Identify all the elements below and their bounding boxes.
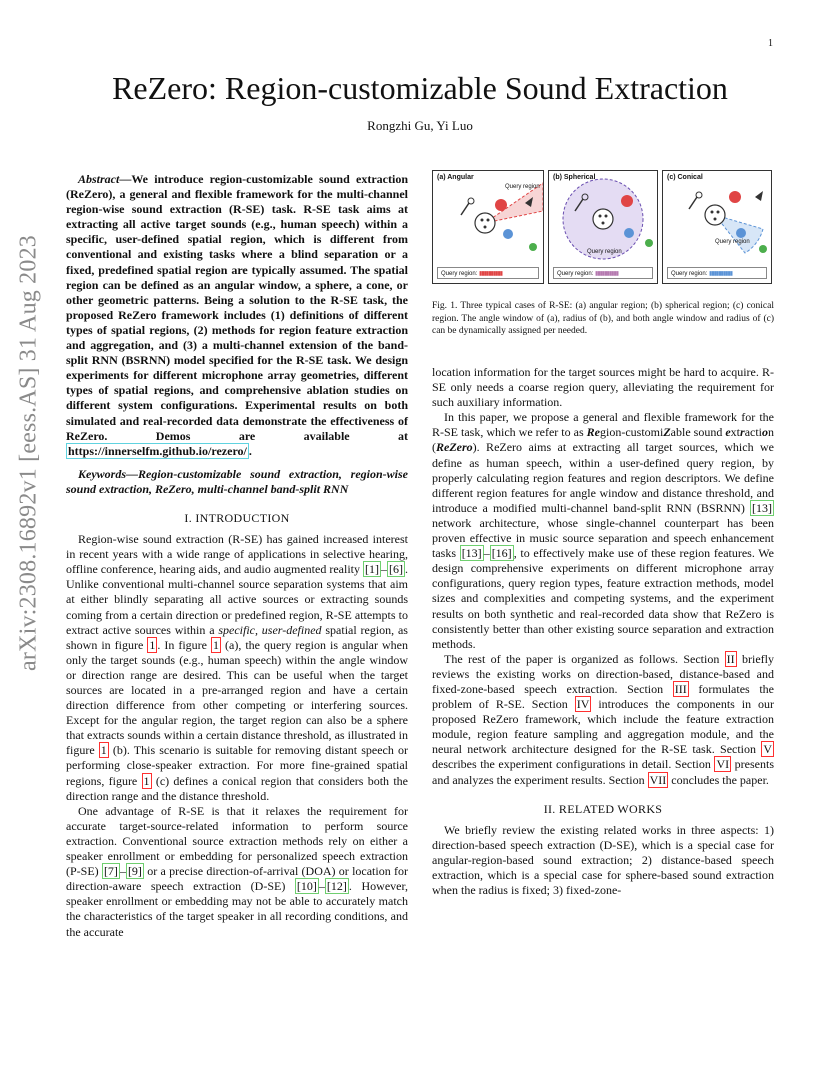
- region-label-b: Query region: [587, 249, 622, 255]
- figure-caption: Fig. 1. Three typical cases of R-SE: (a) angular region; (b) spherical region; (c) conical region. The angle window of (a), radius of (b), and both angle window and radius of (c) can be dynamically assigned per needed.: [432, 301, 774, 336]
- panel-label-c: (c) Conical: [667, 174, 703, 181]
- figure-link[interactable]: 1: [213, 637, 220, 652]
- citation-link[interactable]: [6]: [389, 562, 403, 577]
- keywords: Keywords—Region-customizable sound extraction, region-wise sound extraction, ReZero, multi-channel band-split RNN: [66, 466, 408, 496]
- section-link[interactable]: VI: [716, 757, 730, 772]
- section-heading-introduction: I. INTRODUCTION: [184, 510, 290, 525]
- left-column: [66, 172, 408, 940]
- section-link[interactable]: VII: [649, 772, 667, 787]
- abstract-text: —We introduce region-customizable sound extraction (ReZero), a general and flexible framework for the multi-channel region-wise sound extraction (R-SE) task. R-SE task aims at extracting all active target sounds (e.g., human speech) within a specific, user-defined spatial region, which is different from conventional and existing tasks where a blind separation or a fixed, predefined spatial region are typically assumed. The spatial region can be defined as an angular window, a sphere, a cone, or other geometric patterns. Being a solution to the R-SE task, the proposed ReZero framework includes (1) definitions of different types of spatial regions, (2) methods for region feature extraction and aggregation, and (3) a multi-channel extension of the band-split RNN (BSRNN) model specified for the R-SE task. We design experiments for different microphone array geometries, different types of spatial regions, and comprehensive ablation studies on different system configurations. Experimental results on both simulated and real-recorded data demonstrate the effectiveness of ReZero. Demos are available at: [66, 172, 408, 443]
- abstract: [66, 172, 408, 459]
- panel-label-b: (b) Spherical: [553, 174, 596, 181]
- abstract-label: Abstract: [78, 172, 120, 186]
- region-label-c: Query region: [715, 239, 750, 245]
- arxiv-id-text: arXiv:2308.16892v1 [eess.AS] 31 Aug 2023: [15, 235, 42, 671]
- panel-label-a: (a) Angular: [437, 174, 474, 181]
- intro-paragraph-5: The rest of the paper is organized as follows. Section II briefly reviews the existing works on direction-based, distance-based and fixed-zone-based speech extraction. Section III formulates the problem of R-SE. Section IV introduces the components in our proposed ReZero framework, which include the feature extraction module, region feature sampling and aggregation module, and the neural network architecture designed for the R-SE task. Section V describes the experiment configurations in detail. Section VI presents and analyzes the experiment results. Section VII concludes the paper.: [432, 651, 775, 787]
- waveform-icon: ▮▮▮▮▮▮▮▮▮▮: [595, 271, 619, 277]
- citation-link[interactable]: [13]: [461, 546, 482, 561]
- arxiv-identifier: [12, 235, 46, 671]
- figure-panel-spherical: [548, 170, 658, 284]
- section-link[interactable]: V: [763, 742, 772, 757]
- related-paragraph-1: We briefly review the existing related works in three aspects: 1) direction-based speech extraction (D-SE), which is a special case for angular-region-based sound extraction; 2) distance-based speech extraction, which is a special case for sphere-based sound extraction when the radius is fixed; 3) fixed-zone-: [432, 822, 774, 898]
- query-box-c: Query region: ▮▮▮▮▮▮▮▮▮▮: [667, 267, 767, 279]
- query-box-b: Query region: ▮▮▮▮▮▮▮▮▮▮: [553, 267, 653, 279]
- figure-1: [432, 170, 772, 285]
- query-box-a: Query region: ▮▮▮▮▮▮▮▮▮▮: [437, 267, 539, 279]
- region-label-a: Query region: [505, 184, 540, 190]
- page-number: 1: [768, 38, 773, 49]
- waveform-icon: ▮▮▮▮▮▮▮▮▮▮: [709, 271, 733, 277]
- section-link[interactable]: IV: [576, 697, 590, 712]
- intro-paragraph-3: location information for the target sources might be hard to acquire. R-SE only needs a coarse region query, alleviating the requirement for such auxiliary information.: [432, 365, 774, 410]
- intro-paragraph-1: Region-wise sound extraction (R-SE) has gained increased interest in recent years with a wide range of applications in selective hearing, offline conference, hearing aids, and audio augmented reality [1] – [6] . Unlike conventional multi-channel source separation systems that aim at either blindly separating all active sources or extracting sounds coming from a certain direction or predefined region, R-SE attempts to extract active sources within a specific, user-defined spatial region, as shown in figure 1 . In figure 1 (a), the query region is angular when only the target sounds (e.g., human speech) within the angle window or direction range are desired. This can be useful when the target sources are located in a pre-arranged region and have a certain direction difference from other competing or interfering sources. Except for the angular region, the target region can also be a sphere that extracts sounds within a certain distance threshold, as illustrated in figure 1 (b). This scenario is suitable for removing distant speech or performing close-speaker extraction. For more fine-grained spatial regions, figure 1 (c) defines a conical region that considers both the direction range and the distance threshold.: [66, 532, 409, 803]
- demo-link[interactable]: https://innerselfm.github.io/rezero/: [68, 443, 247, 458]
- figure-panel-angular: [432, 170, 544, 284]
- citation-link[interactable]: [7]: [103, 864, 118, 879]
- paper-authors: Rongzhi Gu, Yi Luo: [367, 118, 473, 133]
- citation-link[interactable]: [16]: [491, 546, 512, 561]
- citation-link[interactable]: [13]: [752, 500, 772, 515]
- paper-title: ReZero: Region-customizable Sound Extraction: [112, 70, 728, 106]
- citation-link[interactable]: [1]: [365, 562, 379, 577]
- figure-link[interactable]: 1: [143, 773, 150, 788]
- citation-link[interactable]: [9]: [127, 864, 142, 879]
- right-column: [432, 365, 774, 898]
- section-link[interactable]: III: [674, 681, 687, 696]
- section-link[interactable]: II: [726, 651, 735, 666]
- section-heading-related-works: II. RELATED WORKS: [543, 801, 663, 816]
- figure-link[interactable]: 1: [149, 637, 156, 652]
- figure-panel-conical: [662, 170, 772, 284]
- intro-paragraph-2: One advantage of R-SE is that it relaxes the requirement for accurate target-source-related information to perform source extraction. Conventional source extraction methods rely on either a speaker enrollment or embedding for personalized speech extraction (P-SE) [7] – [9] or a precise direction-of-arrival (DOA) or location for direction-aware speech extraction (D-SE) [10] – [12] . However, speaker enrollment or embedding may not be able to accurately match the characteristics of the target speaker in all recording conditions, and the accurate: [66, 803, 409, 939]
- figure-link[interactable]: 1: [100, 743, 107, 758]
- abstract-end: .: [248, 443, 252, 458]
- citation-link[interactable]: [12]: [326, 879, 347, 894]
- intro-paragraph-4: In this paper, we propose a general and flexible framework for the R-SE task, which we refer to as Region-customiZable sound extraction (ReZero). ReZero aims at extracting all target sources, which we define as human speech, within a user-defined query region, by properly calculating region features and region descriptors. We define different region features for angle window and distance threshold, and introduce a modified multi-channel band-split RNN (BSRNN) [13] network architecture, whose single-channel counterpart has been proven effective in music source separation and speech enhancement tasks [13] – [16] , to effectively make use of these region features. We design comprehensive experiments on different microphone array configurations, query region types, feature extraction methods, model sizes and complexities and competing systems, and the experiment results on both synthetic and real-recorded data show that ReZero is consistently better than other existing source separation and extraction methods.: [432, 410, 775, 651]
- citation-link[interactable]: [10]: [296, 879, 317, 894]
- waveform-icon: ▮▮▮▮▮▮▮▮▮▮: [479, 271, 503, 277]
